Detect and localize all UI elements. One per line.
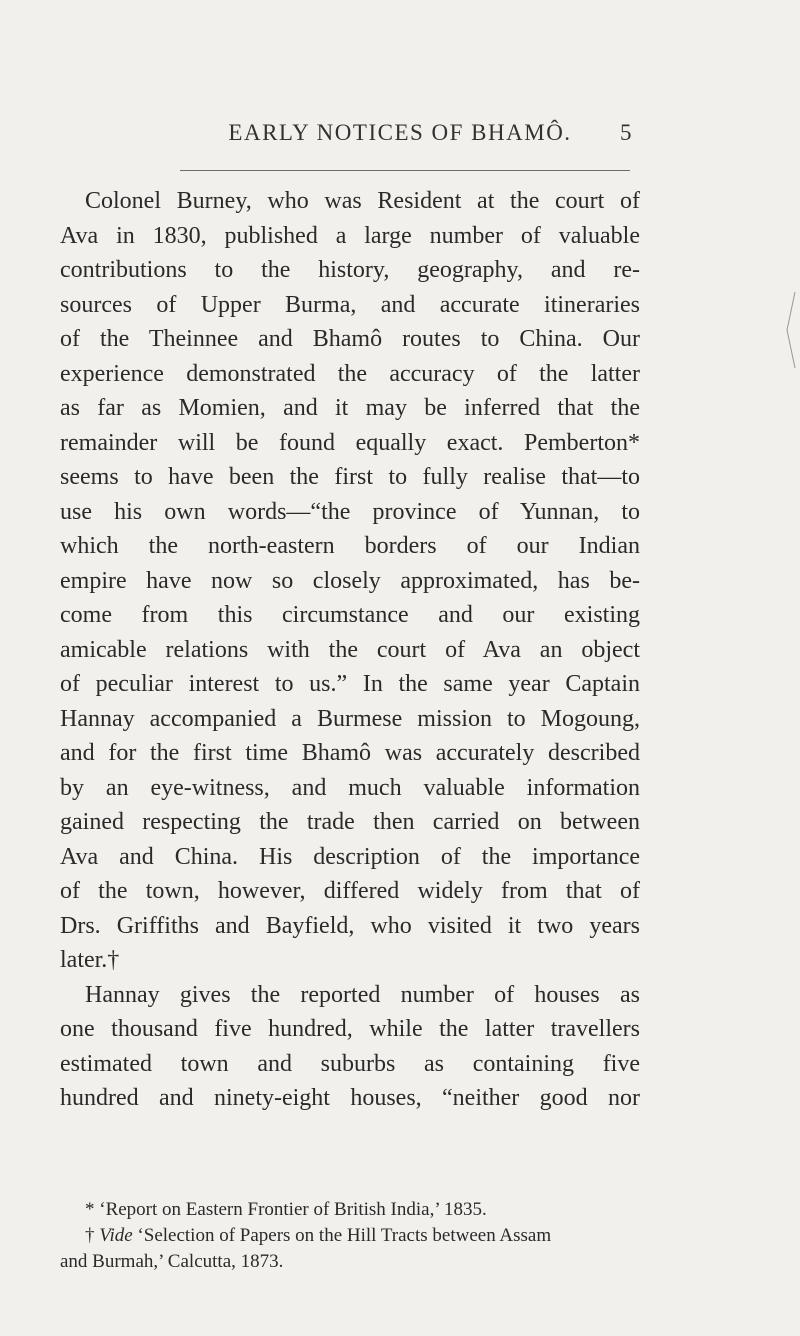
text-line: contributions to the history, geography, and re-	[60, 257, 640, 283]
text-line: Ava and China. His description of the importance	[60, 843, 640, 870]
text-line: Hannay gives the reported number of houses as	[85, 981, 640, 1008]
vide-word: Vide	[99, 1225, 133, 1246]
footnote-1: * ‘Report on Eastern Frontier of British India,’ 1835.	[85, 1199, 487, 1220]
text-line: and for the first time Bhamô was accurately described	[60, 740, 640, 766]
text-line: by an eye-witness, and much valuable information	[60, 774, 640, 801]
text-line: which the north-eastern borders of our Indian	[60, 533, 640, 559]
text-line: come from this circumstance and our existing	[60, 602, 640, 628]
page-number: 5	[620, 120, 632, 145]
page-header	[0, 118, 800, 152]
footnotes	[60, 1197, 640, 1275]
footnote-2-text: ‘Selection of Papers on the Hill Tracts between Assam	[132, 1225, 552, 1246]
footnote-2-continuation: and Burmah,’ Calcutta, 1873.	[60, 1251, 284, 1272]
text-line: sources of Upper Burma, and accurate itineraries	[60, 291, 640, 318]
text-line: Hannay accompanied a Burmese mission to Mogoung,	[60, 705, 640, 732]
text-line: Ava in 1830, published a large number of valuable	[60, 222, 640, 249]
text-line: of the Theinnee and Bhamô routes to China. Our	[60, 326, 640, 352]
header-rule	[180, 170, 630, 171]
text-line: of the town, however, differed widely from that of	[60, 878, 640, 904]
text-line: gained respecting the trade then carried on between	[60, 809, 640, 835]
text-line: Colonel Burney, who was Resident at the court of	[85, 188, 640, 214]
running-title: EARLY NOTICES OF BHAMÔ.	[228, 120, 572, 145]
text-line: empire have now so closely approximated, has be-	[60, 567, 640, 594]
text-line: later.†	[60, 947, 120, 973]
page-edge-mark	[783, 290, 797, 370]
dagger-mark: †	[85, 1225, 100, 1246]
text-line: estimated town and suburbs as containing five	[60, 1050, 640, 1077]
text-line: experience demonstrated the accuracy of the latter	[60, 360, 640, 387]
footnote-2	[60, 1223, 640, 1249]
text-line: Drs. Griffiths and Bayfield, who visited it two years	[60, 912, 640, 939]
text-line: one thousand five hundred, while the latter travellers	[60, 1016, 640, 1042]
text-line: as far as Momien, and it may be inferred that the	[60, 395, 640, 421]
text-line: remainder will be found equally exact. Pemberton*	[60, 429, 640, 456]
text-line: of peculiar interest to us.” In the same year Captain	[60, 671, 640, 697]
text-line: seems to have been the first to fully realise that—to	[60, 464, 640, 490]
text-line: hundred and ninety-eight houses, “neither good nor	[60, 1085, 640, 1111]
text-line: use his own words—“the province of Yunnan, to	[60, 498, 640, 525]
body-text	[60, 184, 640, 1116]
text-line: amicable relations with the court of Ava an object	[60, 636, 640, 663]
